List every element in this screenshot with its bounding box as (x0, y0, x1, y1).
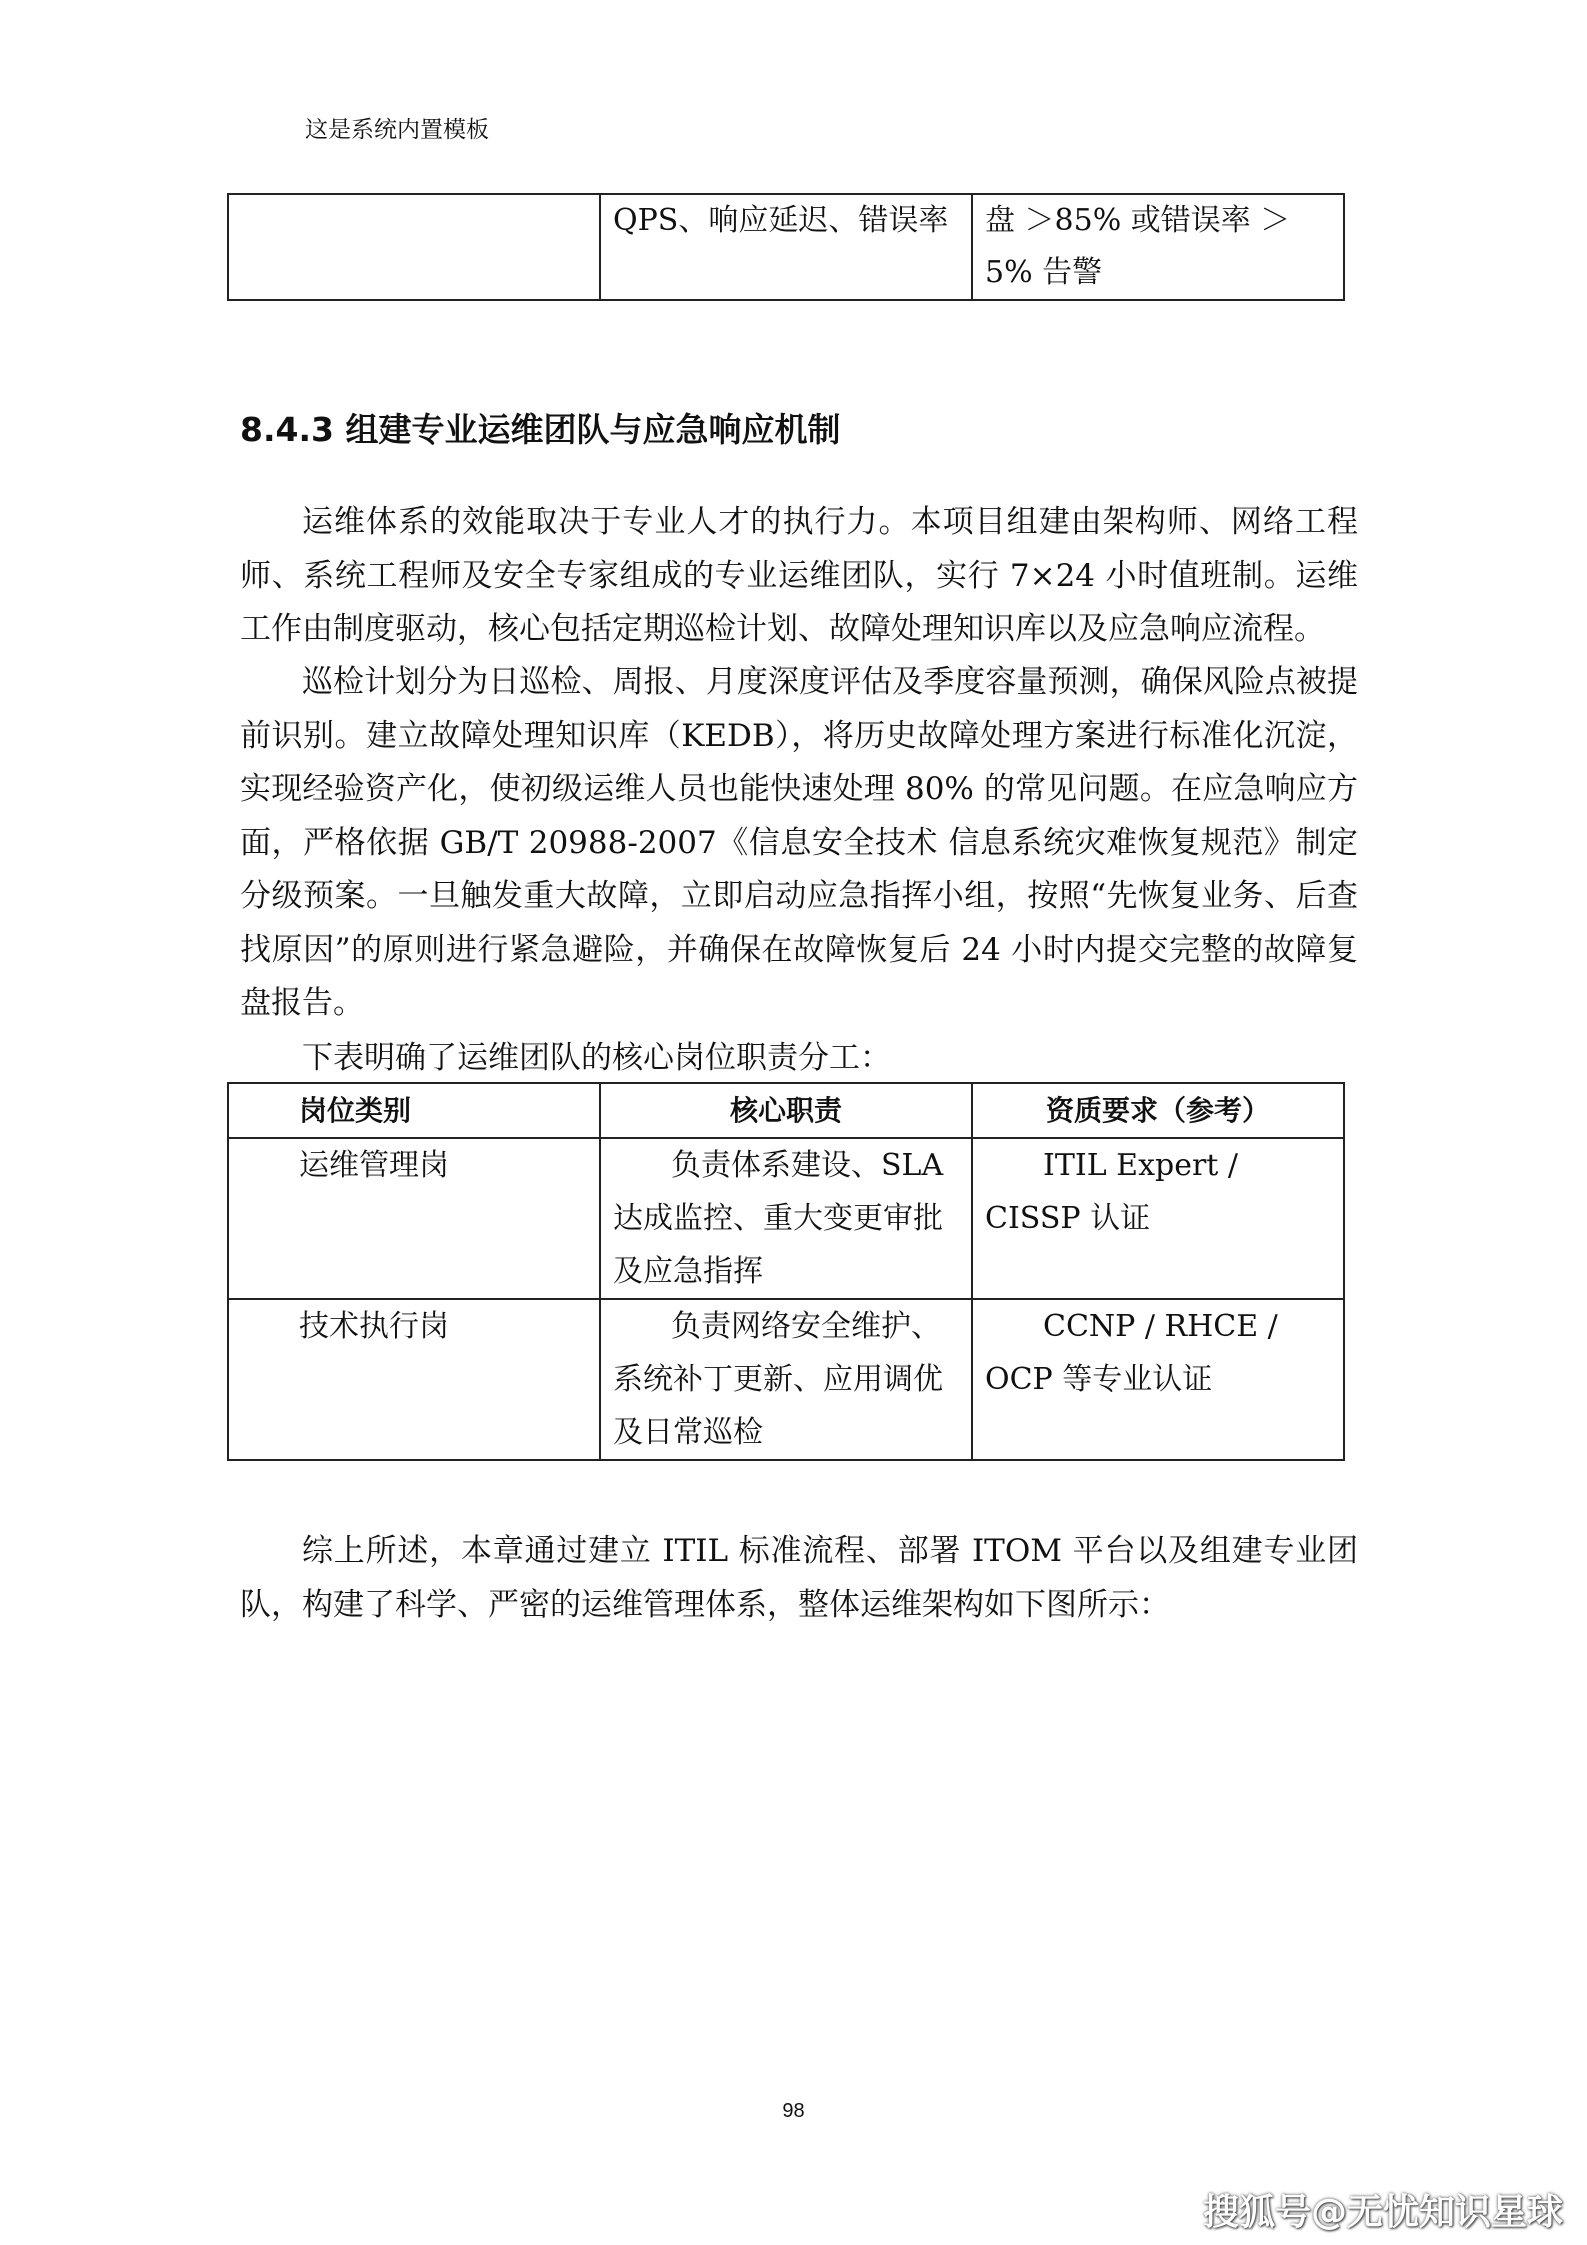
cell-cert: ITIL Expert / CISSP 认证 (972, 1138, 1344, 1299)
section-title: 8.4.3 组建专业运维团队与应急响应机制 (240, 410, 841, 449)
table-row (228, 194, 1344, 300)
table-row (228, 1138, 1344, 1299)
header-cert: 资质要求（参考） (972, 1083, 1344, 1138)
paragraph-summary: 综上所述，本章通过建立 ITIL 标准流程、部署 ITOM 平台以及组建专业团队，构建了科学、严密的运维管理体系，整体运维架构如下图所示： (240, 1533, 1358, 1623)
roles-table (227, 1082, 1345, 1461)
cell-duty: 负责体系建设、SLA 达成监控、重大变更审批及应急指挥 (600, 1138, 972, 1299)
table-cell-alert-rule: 盘 ＞85% 或错误率 ＞5% 告警 (972, 194, 1344, 300)
table-header-row (228, 1083, 1344, 1138)
cell-cert: CCNP / RHCE / OCP 等专业认证 (972, 1299, 1344, 1460)
cell-role: 技术执行岗 (228, 1299, 600, 1460)
cell-role: 运维管理岗 (228, 1138, 600, 1299)
watermark: 搜狐号@无忧知识星球 (1202, 2192, 1563, 2233)
metrics-table-continuation (227, 193, 1345, 301)
table-cell-empty (228, 194, 600, 300)
cell-duty: 负责网络安全维护、系统补丁更新、应用调优及日常巡检 (600, 1299, 972, 1460)
table-cell-metrics: QPS、响应延迟、错误率 (600, 194, 972, 300)
paragraph-table-intro: 下表明确了运维团队的核心岗位职责分工： (302, 1040, 891, 1076)
header-note: 这是系统内置模板 (305, 117, 489, 143)
table-row (228, 1299, 1344, 1460)
header-role: 岗位类别 (228, 1083, 600, 1138)
paragraph-team: 运维体系的效能取决于专业人才的执行力。本项目组建由架构师、网络工程师、系统工程师及安全专家组成的专业运维团队，实行 7×24 小时值班制。运维工作由制度驱动，核心包括定期巡检计划、故障处理知识库以及应急响应流程。 (240, 504, 1358, 647)
header-duty: 核心职责 (600, 1083, 972, 1138)
paragraph-inspection: 巡检计划分为日巡检、周报、月度深度评估及季度容量预测，确保风险点被提前识别。建立故障处理知识库（KEDB），将历史故障处理方案进行标准化沉淀，实现经验资产化，使初级运维人员也能快速处理 80% 的常见问题。在应急响应方面，严格依据 GB/T 20988-2007《信息安全技术 信息系统灾难恢复规范》制定分级预案。一旦触发重大故障，立即启动应急指挥小组，按照“先恢复业务、后查找原因”的原则进行紧急避险，并确保在故障恢复后 24 小时内提交完整的故障复盘报告。 (240, 664, 1358, 1021)
page-number: 98 (782, 2100, 805, 2122)
